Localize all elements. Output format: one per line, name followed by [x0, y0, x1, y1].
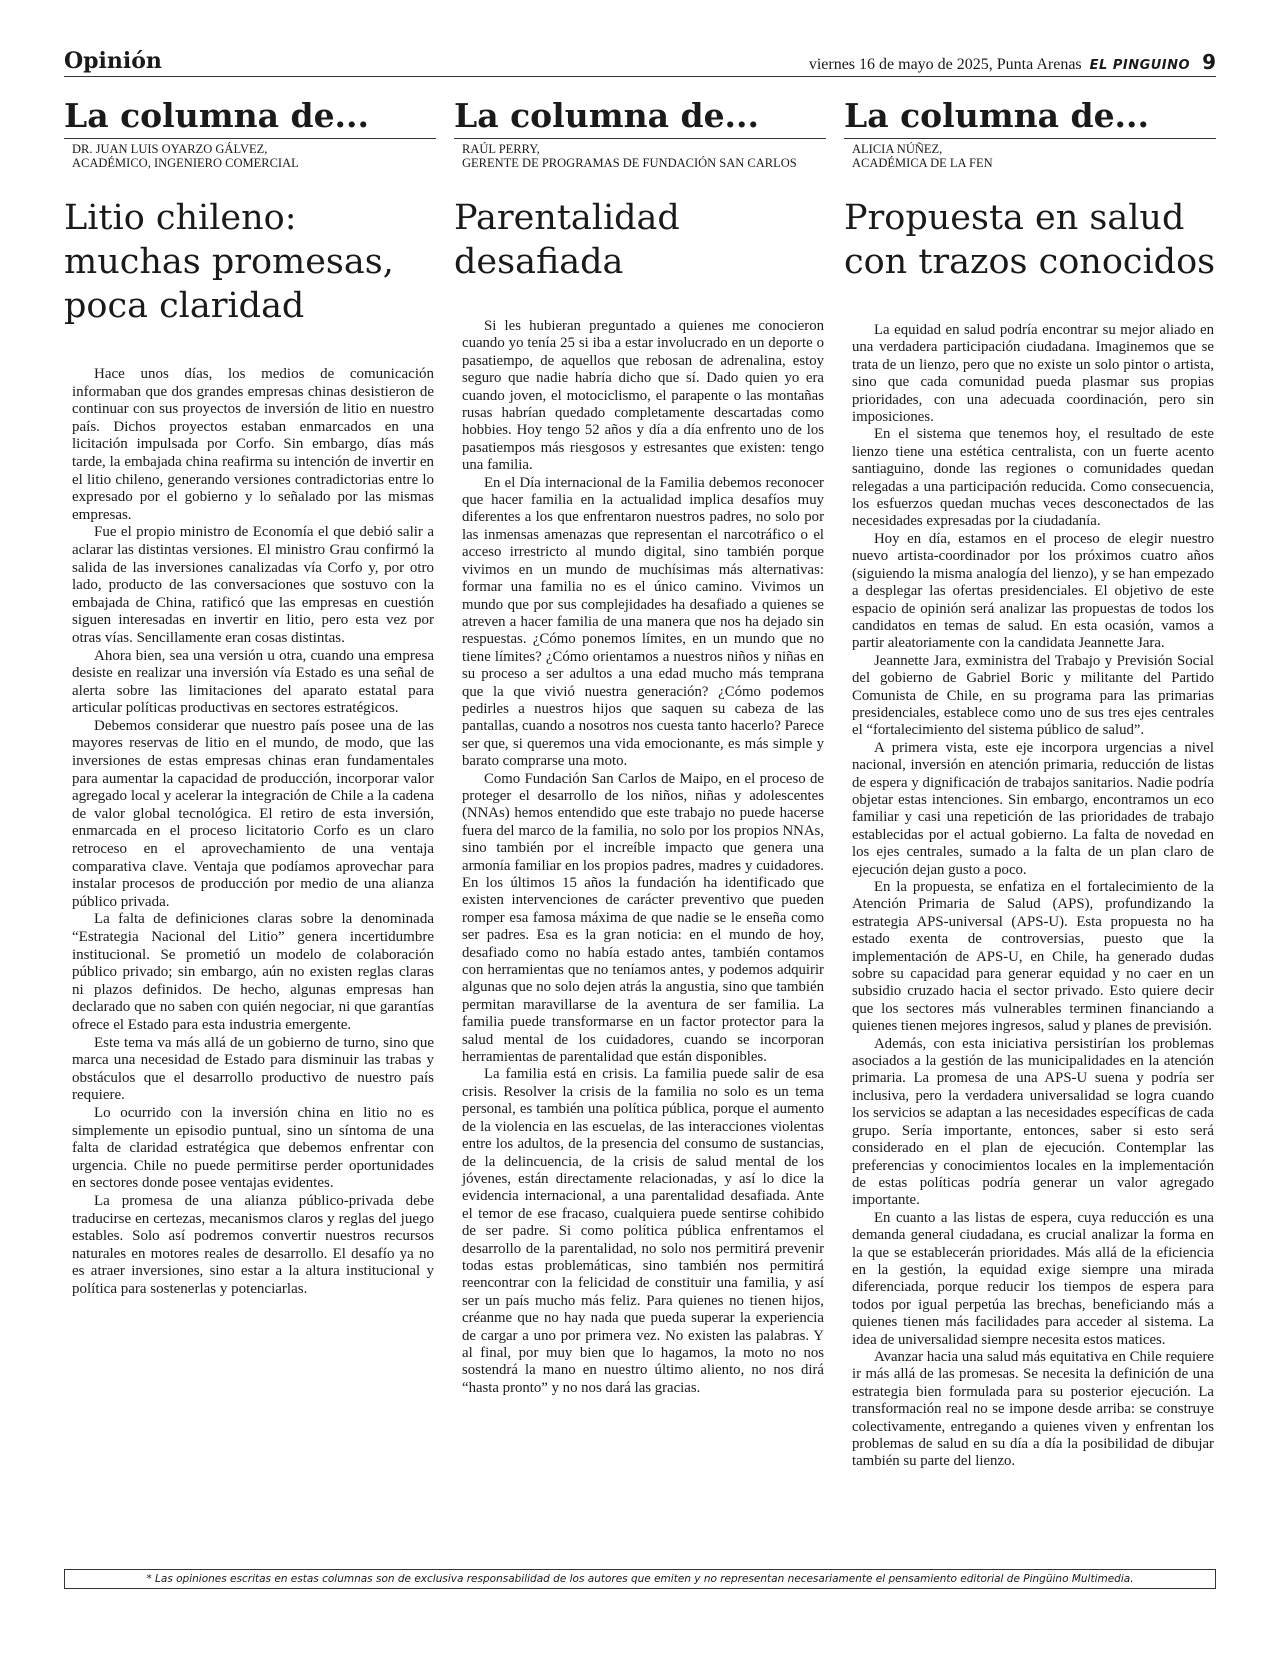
header-meta	[809, 50, 1216, 74]
column-oyarzo	[64, 96, 436, 1298]
author-role: ACADÉMICO, INGENIERO COMERCIAL	[72, 156, 299, 170]
page-header	[64, 46, 1216, 77]
author-role: ACADÉMICA DE LA FEN	[852, 156, 993, 170]
paragraph: Avanzar hacia una salud más equitativa en Chile requiere ir más allá de las promesas. Se necesita la definición de una estrategia bien formulada para su posterior ejecución. La transformación real no se impone desde arriba: se construye colectivamente, entregando a quienes viven y enfrentan los problemas de salud en su día a día la posibilidad de dibujar también su parte del lienzo.	[852, 1348, 1214, 1470]
article-body	[462, 318, 824, 1397]
section-name: Opinión	[64, 48, 162, 74]
paragraph: Jeannette Jara, exministra del Trabajo y Previsión Social del gobierno de Gabriel Boric y militante del Partido Comunista de Chile, en su programa para las primarias presidenciales, establece como uno de sus tres ejes centrales el “fortalecimiento del sistema público de salud”.	[852, 652, 1214, 739]
article-body	[852, 322, 1214, 1471]
date-line: viernes 16 de mayo de 2025, Punta Arenas	[808, 56, 1082, 73]
column-kicker: La columna de...	[454, 96, 826, 139]
author-byline	[454, 139, 826, 170]
paragraph: En el sistema que tenemos hoy, el resultado de este lienzo tiene una estética centralista, con un fuerte acento santiaguino, donde las regiones o comunidades quedan relegadas a una participación reducida. Como consecuencia, los esfuerzos quedan muchas veces desconectados de las necesidades expresadas por la ciudadanía.	[852, 426, 1214, 530]
paragraph: Hace unos días, los medios de comunicación informaban que dos grandes empresas chinas desistieron de continuar con sus proyectos de inversión de litio en nuestro país. Dichos proyectos estaban enmarcados en una licitación impulsada por Corfo. Sin embargo, días más tarde, la embajada china reafirma su intención de invertir en el litio chileno, generando versiones contradictorias entre lo expresado por el gobierno y lo señalado por las mismas empresas.	[72, 366, 434, 523]
paragraph: Fue el propio ministro de Economía el que debió salir a aclarar las distintas versiones. El ministro Grau confirmó la salida de las inversiones canalizadas vía Corfo y, por otro lado, producto de las conversaciones que sostuvo con la embajada de China, ratificó que las empresas en cuestión siguen interesadas en invertir en litio, pero esta vez por otras vías. Sencillamente eran cosas distintas.	[72, 524, 434, 646]
column-perry	[454, 96, 826, 1397]
paragraph: Además, con esta iniciativa persistirían los problemas asociados a la gestión de las municipalidades en la atención primaria. La promesa de una APS-U suena y podría ser inclusiva, pero la verdadera universalidad se logra cuando los servicios se adaptan a las necesidades específicas de cada grupo. Sería importante, entonces, saber si esto será considerado en el plan de ejecución. Contemplar las preferencias y conocimientos locales en la implementación de estas políticas podría generar un valor agregado importante.	[852, 1035, 1214, 1209]
article-title: Propuesta en salud con trazos conocidos	[844, 198, 1216, 282]
paragraph: Como Fundación San Carlos de Maipo, en el proceso de proteger el desarrollo de los niños, niñas y adolescentes (NNAs) hemos entendido que este trabajo no puede hacerse fuera del marco de la familia, no solo por los propios NNAs, sino también por el increíble impacto que genera una armonía familiar en los propios padres, madres y cuidadores. En los últimos 15 años la fundación ha identificado que existen intervenciones de carácter preventivo que pueden romper esa famosa máxima de que nadie se le enseña como ser padres. Esa es la gran noticia: en el mundo de hoy, desafiado como no había estado antes, también contamos con herramientas que no teníamos antes, y podemos adquirir algunas que no solo dejen atrás la angustia, sino que también permitan maravillarse de la aventura de ser familia. La familia puede transformarse en un factor protector para la salud mental de los cuidadores, cuando se incorporan herramientas de parentalidad que están disponibles.	[462, 770, 824, 1066]
paragraph: En la propuesta, se enfatiza en el fortalecimiento de la Atención Primaria de Salud (APS), profundizando la estrategia APS-universal (APS-U). Esta propuesta no ha estado exenta de controversias, puesto que la implementación de APS-U, en Chile, ha generado dudas sobre su capacidad para generar equidad y no caer en un subsidio cruzado hacia el sector privado. Esto quiere decir que los sectores más vulnerables terminen financiando a quienes tienen mejores ingresos, salud y planes de previsión.	[852, 879, 1214, 1035]
page-number: 9	[1202, 50, 1216, 74]
column-nunez	[844, 96, 1216, 1471]
article-body	[72, 366, 434, 1298]
author-name: RAÚL PERRY,	[462, 142, 540, 156]
paragraph: La falta de definiciones claras sobre la denominada “Estrategia Nacional del Litio” genera incertidumbre institucional. Se prometió un modelo de colaboración público privado; sin embargo, aún no existen reglas claras ni plazos definidos. De hecho, algunas empresas han declarado que no saben con quién negociar, ni que garantías ofrece el Estado para esta industria emergente.	[72, 911, 434, 1033]
paragraph: Hoy en día, estamos en el proceso de elegir nuestro nuevo artista-coordinador por los próximos cuatro años (siguiendo la misma analogía del lienzo), y se han empezado a desplegar las ofertas presidenciales. El objetivo de este espacio de opinión será analizar las propuestas de todos los candidatos en temas de salud. En esta ocasión, vamos a partir aleatoriamente con la candidata Jeannette Jara.	[852, 530, 1214, 652]
paragraph: En cuanto a las listas de espera, cuya reducción es una demanda general ciudadana, es crucial analizar la forma en la que se establecerán prioridades. Más allá de la eficiencia en la gestión, la equidad exige siempre una mirada diferenciada, porque reducir los tiempos de espera para todos por igual perpetúa las brechas, beneficiando más a quienes tienen más facilidades para acceder al sistema. La idea de universalidad siempre necesita estos matices.	[852, 1209, 1214, 1348]
column-kicker: La columna de...	[844, 96, 1216, 139]
paragraph: Lo ocurrido con la inversión china en litio no es simplemente un episodio puntual, sino un síntoma de una falta de claridad estratégica que debemos enfrentar con urgencia. Chile no puede permitirse perder oportunidades en sectores donde posee ventajas evidentes.	[72, 1104, 434, 1192]
author-role: GERENTE DE PROGRAMAS DE FUNDACIÓN SAN CARLOS	[462, 156, 797, 170]
author-name: ALICIA NÚÑEZ,	[852, 142, 943, 156]
paragraph: Si les hubieran preguntado a quienes me conocieron cuando yo tenía 25 si iba a estar involucrado en un deporte o pasatiempo, de aquellos que rebosan de adrenalina, estoy seguro que nadie habría dicho que sí. Dado quien yo era cuando joven, el motociclismo, el parapente o las montañas rusas habrían quedado completamente descartadas como hobbies. Hoy tengo 52 años y día a día enfrento uno de los pasatiempos más riesgosos y estresantes que existen: tengo una familia.	[462, 318, 824, 474]
paragraph: Este tema va más allá de un gobierno de turno, sino que marca una necesidad de Estado para disminuir las trabas y obstáculos que el desarrollo productivo de nuestro país requiere.	[72, 1034, 434, 1104]
author-byline	[64, 139, 436, 170]
paragraph: En el Día internacional de la Familia debemos reconocer que hacer familia en la actualidad implica desafíos muy diferentes a los que enfrentaron nuestros padres, no solo por las inmensas amenazas que representan el narcotráfico o el acceso irrestricto al mundo digital, sino también porque vivimos en un mundo de muchísimas más alternativas: formar una familia no es el único camino. Vivimos un mundo que por sus complejidades ha desafiado a quienes se atreven a hacer familia de una manera que nos ha dejado sin respuestas. ¿Cómo ponemos límites, en un mundo que no tiene límites? ¿Cómo orientamos a nuestros niños y niñas en su proceso a ser adultos a una edad mucho más temprana que la que vivió nuestra generación? ¿Cómo podemos pedirles a nuestros hijos que saquen su cabeza de las pantallas, cuando a nosotros nos cuesta tanto hacerlo? Parece ser que, si queremos una vida emocionante, es más simple y barato comprarse una moto.	[462, 474, 824, 770]
paragraph: La promesa de una alianza público-privada debe traducirse en certezas, mecanismos claros y reglas del juego estables. Solo así podremos convertir nuestros recursos naturales en motores reales de desarrollo. El desafío ya no es atraer inversiones, sino estar a la altura institucional y política para sostenerlas y potenciarlas.	[72, 1192, 434, 1297]
author-byline	[844, 139, 1216, 170]
disclaimer-box: * Las opiniones escritas en estas columnas son de exclusiva responsabilidad de los autores que emiten y no representan necesariamente el pensamiento editorial de Pingüino Multimedia.	[64, 1569, 1216, 1589]
article-title: Parentalidad desafiada	[454, 198, 680, 282]
newspaper-logo: EL PINGUINO	[1089, 58, 1191, 73]
paragraph: Debemos considerar que nuestro país posee una de las mayores reservas de litio en el mundo, de modo, que las inversiones de estas empresas chinas eran fundamentales para aumentar la capacidad de producción, incorporar valor agregado local y acelerar la integración de Chile a la cadena de valor global tecnológica. El retiro de esta inversión, enmarcada en el proceso licitatorio Corfo es un claro retroceso en el aprovechamiento de una ventaja comparativa clave. Ventaja que podíamos aprovechar para instalar procesos de producción por medio de una alianza público privada.	[72, 717, 434, 910]
author-name: DR. JUAN LUIS OYARZO GÁLVEZ,	[72, 142, 268, 156]
paragraph: A primera vista, este eje incorpora urgencias a nivel nacional, inversión en atención primaria, reducción de listas de espera y dignificación de trabajos sanitarios. Nadie podría objetar estas intenciones. Sin embargo, encontramos un eco familiar y casi una repetición de las prioridades de trabajo establecidas por el actual gobierno. La falta de novedad en los ejes centrales, sumado a la falta de un plan claro de ejecución dejan gusto a poco.	[852, 739, 1214, 878]
paragraph: Ahora bien, sea una versión u otra, cuando una empresa desiste en realizar una inversión vía Estado es una señal de alerta sobre las limitaciones del aparato estatal para articular políticas productivas en sectores estratégicos.	[72, 647, 434, 717]
paragraph: La familia está en crisis. La familia puede salir de esa crisis. Resolver la crisis de la familia no solo es un tema personal, es también una política pública, porque el aumento de la violencia en las escuelas, de las interacciones violentas entre los adultos, de la presencia del consumo de sustancias, de la delincuencia, de la crisis de salud mental de los jóvenes, están directamente relacionadas, y así lo dice la evidencia internacional, a una parentalidad desafiada. Ante el temor de ese fracaso, cualquiera puede sentirse cohibido de ser padre. Si como política pública enfrentamos el desarrollo de la parentalidad, no solo nos permitirá prevenir todas estas problemáticas, sino también nos permitirá reencontrar con la felicidad de constituir una familia, y así ser un país mucho más feliz. Para quienes no tienen hijos, créanme que no hay nada que pueda superar la experiencia de cargar a uno por primera vez. No existen las palabras. Y al final, por muy bien que lo hagamos, la moto no nos sostendrá la mano en nuestro último aliento, no nos dirá “hasta pronto” y no nos dará las gracias.	[462, 1066, 824, 1396]
paragraph: La equidad en salud podría encontrar su mejor aliado en una verdadera participación ciudadana. Imaginemos que se trata de un lienzo, pero que no existe un solo pintor o artista, sino que cada comunidad pueda plasmar sus propias prioridades, con una adecuada coordinación, pero sin imposiciones.	[852, 322, 1214, 426]
article-title: Litio chileno: muchas promesas, poca claridad	[64, 198, 394, 326]
column-kicker: La columna de...	[64, 96, 436, 139]
